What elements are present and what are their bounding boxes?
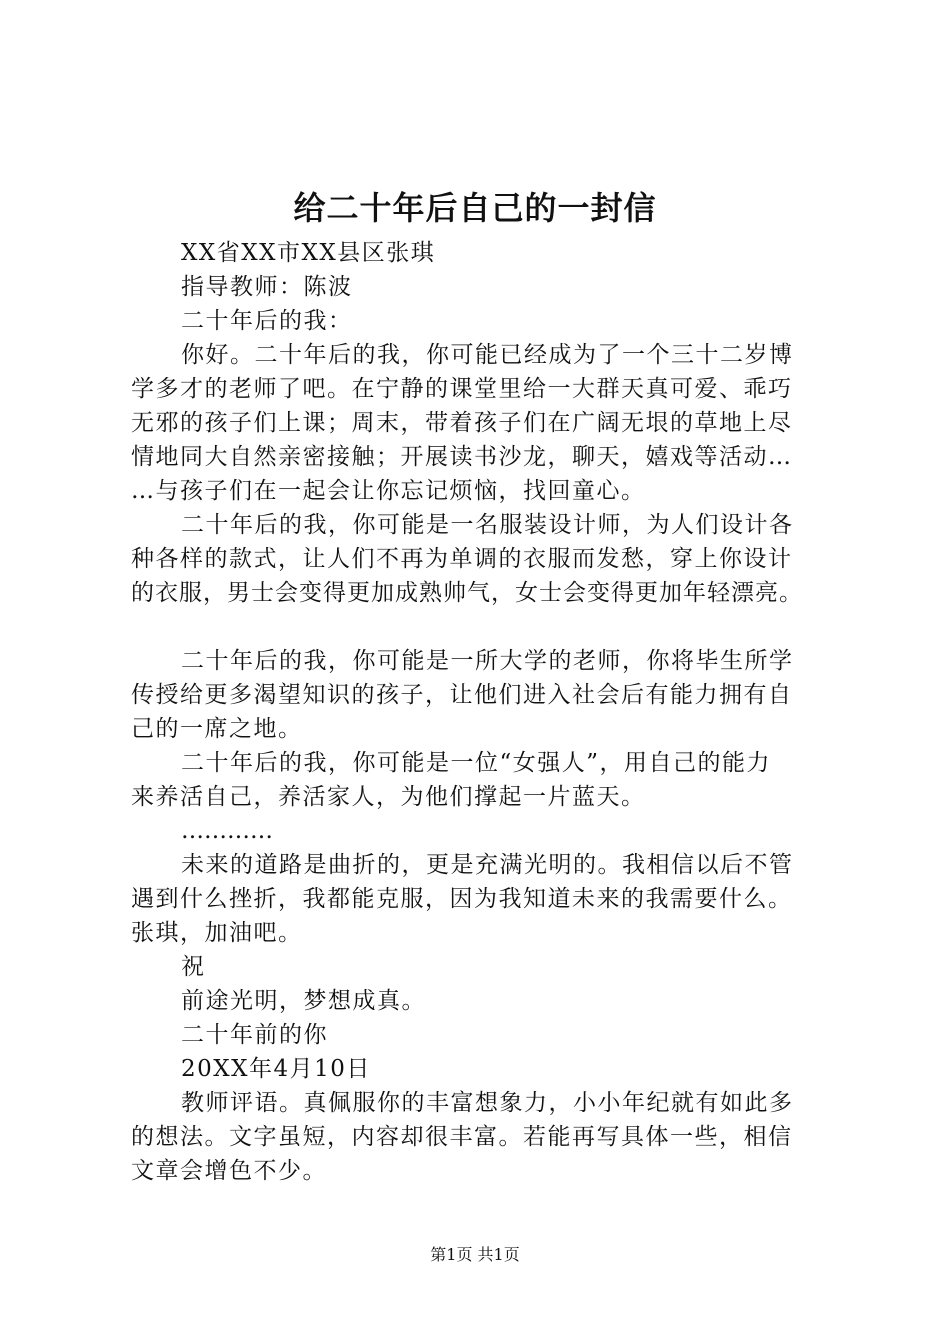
page-footer: 第1页 共1页	[430, 1245, 520, 1264]
paragraph-professor	[131, 644, 831, 746]
letter-body	[131, 236, 831, 1188]
paragraph-line: …与孩子们在一起会让你忘记烦恼，找回童心。	[131, 478, 646, 504]
paragraph-line: 传授给更多渴望知识的孩子，让他们进入社会后有能力拥有自	[131, 682, 793, 708]
paragraph-line: 种各样的款式，让人们不再为单调的衣服而发愁，穿上你设计	[131, 546, 793, 572]
blank-line	[131, 610, 831, 644]
paragraph-line: 的想法。文字虽短，内容却很丰富。若能再写具体一些，相信	[131, 1124, 793, 1150]
wish-word: 祝	[181, 954, 206, 980]
teacher-line: 指导教师：陈波	[181, 274, 353, 300]
paragraph-designer	[131, 508, 831, 610]
paragraph-line: 遇到什么挫折，我都能克服，因为我知道未来的我需要什么。	[131, 886, 793, 912]
paragraph-line: 二十年后的我，你可能是一所大学的老师，你将毕生所学	[181, 648, 794, 674]
document-title: 给二十年后自己的一封信	[293, 189, 657, 227]
paragraph-line: 张琪，加油吧。	[131, 920, 303, 946]
paragraph-line: 二十年后的我，你可能是一名服装设计师，为人们设计各	[181, 512, 794, 538]
paragraph-line: 的衣服，男士会变得更加成熟帅气，女士会变得更加年轻漂亮。	[131, 580, 803, 606]
paragraph-line: 无邪的孩子们上课；周末，带着孩子们在广阔无垠的草地上尽	[131, 410, 793, 436]
signature: 二十年前的你	[181, 1022, 328, 1048]
paragraph-line: 文章会增色不少。	[131, 1158, 327, 1184]
paragraph-strong-woman	[131, 746, 831, 814]
paragraph-line: 教师评语。真佩服你的丰富想象力，小小年纪就有如此多	[181, 1090, 794, 1116]
paragraph-greeting	[131, 338, 831, 508]
teacher-comment	[131, 1086, 831, 1188]
date: 20XX年4月10日	[181, 1056, 371, 1082]
author-line: XX省XX市XX县区张琪	[181, 240, 436, 266]
paragraph-line: 你好。二十年后的我，你可能已经成为了一个三十二岁博	[181, 342, 794, 368]
wish-text: 前途光明，梦想成真。	[181, 988, 426, 1014]
paragraph-line: 来养活自己，养活家人，为他们撑起一片蓝天。	[131, 784, 646, 810]
paragraph-future	[131, 848, 831, 950]
paragraph-line: 己的一席之地。	[131, 716, 303, 742]
paragraph-line: 学多才的老师了吧。在宁静的课堂里给一大群天真可爱、乖巧	[131, 376, 793, 402]
salutation: 二十年后的我：	[181, 308, 353, 334]
paragraph-line: 情地同大自然亲密接触；开展读书沙龙，聊天，嬉戏等活动…	[131, 444, 793, 470]
paragraph-line: 二十年后的我，你可能是一位“女强人”，用自己的能力	[181, 750, 772, 776]
paragraph-line: 未来的道路是曲折的，更是充满光明的。我相信以后不管	[181, 852, 794, 878]
ellipsis-line: …………	[181, 818, 273, 844]
